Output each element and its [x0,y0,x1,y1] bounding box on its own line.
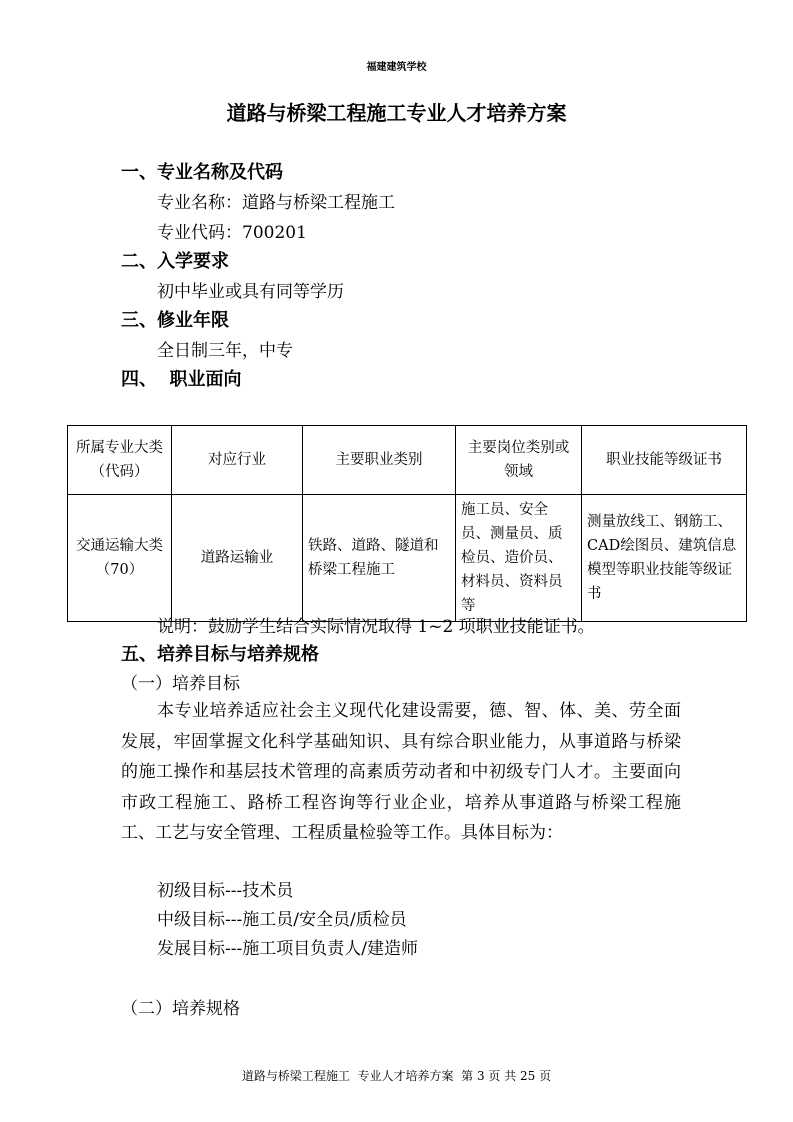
table-row [68,495,747,622]
goal-item: 初级目标---技术员 [157,881,294,901]
subsection-2-heading: （二）培养规格 [121,999,240,1019]
header-major-category: 所属专业大类（代码） [68,426,172,495]
career-orientation-table [67,425,747,622]
section-5-heading: 五、培养目标与培养规格 [121,644,319,665]
cell-industry: 道路运输业 [172,495,303,622]
cell-major-category: 交通运输大类（70） [68,495,172,622]
section-1-heading: 一、专业名称及代码 [121,162,283,183]
cell-occupation: 铁路、道路、隧道和桥梁工程施工 [303,495,456,622]
table-header-row [68,426,747,495]
admission-requirement: 初中毕业或具有同等学历 [157,282,344,302]
cell-certificate: 测量放线工、钢筋工、CAD绘图员、建筑信息模型等职业技能等级证书 [582,495,747,622]
subsection-1-heading: （一）培养目标 [121,674,240,694]
header-certificate: 职业技能等级证书 [582,426,747,495]
header-occupation: 主要职业类别 [303,426,456,495]
page-footer: 道路与桥梁工程施工 专业人才培养方案 第 3 页 共 25 页 [241,1069,552,1083]
goal-item: 中级目标---施工员/安全员/质检员 [157,910,407,930]
section-4-heading: 四、 职业面向 [121,369,242,390]
section-2-heading: 二、入学要求 [121,251,229,272]
study-duration: 全日制三年，中专 [157,341,293,361]
major-code-line: 专业代码：700201 [157,223,307,243]
document-title: 道路与桥梁工程施工专业人才培养方案 [226,101,567,125]
cell-position: 施工员、安全员、测量员、质检员、造价员、材料员、资料员等 [456,495,582,622]
header-position: 主要岗位类别或领域 [456,426,582,495]
major-name-line: 专业名称：道路与桥梁工程施工 [157,193,395,213]
training-goal-paragraph: 本专业培养适应社会主义现代化建设需要，德、智、体、美、劳全面发展，牢固掌握文化科学基础知识、具有综合职业能力，从事道路与桥梁的施工操作和基层技术管理的高素质劳动者和中初级专门人才。主要面向市政工程施工、路桥工程咨询等行业企业，培养从事道路与桥梁工程施工、工艺与安全管理、工程质量检验等工作。具体目标为： [121,701,681,843]
goal-item: 发展目标---施工项目负责人/建造师 [157,939,418,959]
header-industry: 对应行业 [172,426,303,495]
school-header: 福建建筑学校 [366,62,427,73]
section-3-heading: 三、修业年限 [121,310,229,331]
table-note: 说明：鼓励学生结合实际情况取得 1~2 项职业技能证书。 [157,617,595,637]
